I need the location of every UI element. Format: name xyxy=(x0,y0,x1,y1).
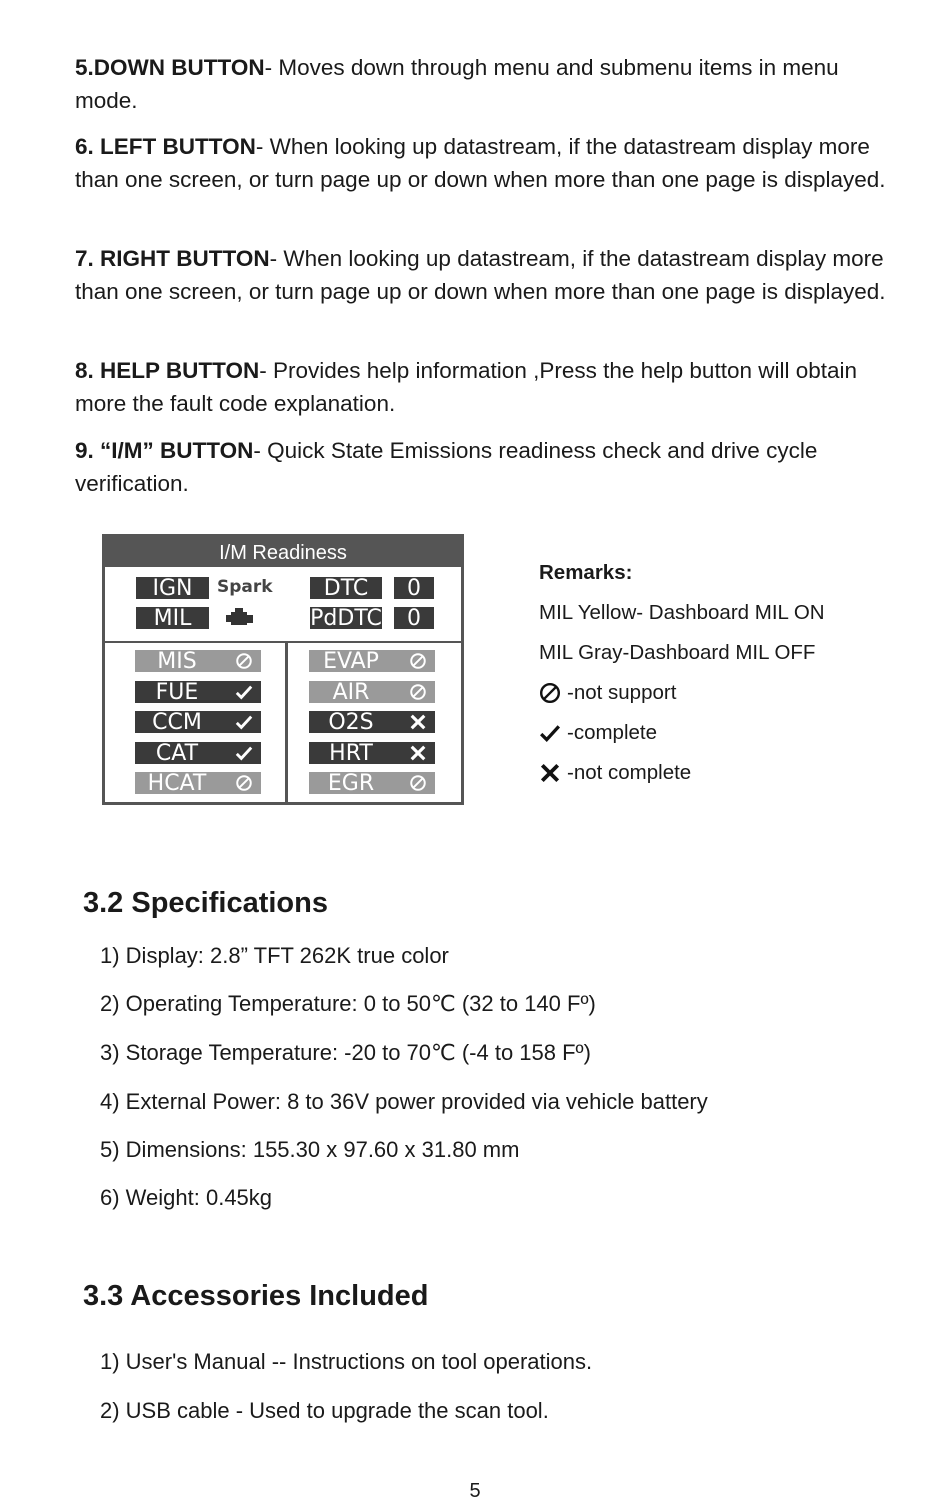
spec-item: 3) Storage Temperature: -20 to 70℃ (-4 to 158 Fº) xyxy=(100,1040,591,1065)
mil-label: MIL xyxy=(136,607,209,629)
remarks-mil-yellow: MIL Yellow- Dashboard MIL ON xyxy=(539,601,825,624)
remarks-not-complete xyxy=(539,753,825,793)
remarks-title: Remarks: xyxy=(539,561,633,584)
cross-icon xyxy=(409,713,427,731)
help-button-label: 8. HELP BUTTON xyxy=(75,358,260,383)
checkmark-icon xyxy=(235,713,253,731)
checkmark-icon xyxy=(235,683,253,701)
complete-text: -complete xyxy=(567,721,658,744)
monitor-o2s xyxy=(309,711,435,733)
spec-item: 5) Dimensions: 155.30 x 97.60 x 31.80 mm xyxy=(100,1137,520,1162)
down-button-text: - Moves down through menu and submenu items in menu mode. xyxy=(75,55,839,113)
page-number: 5 xyxy=(469,1480,481,1502)
monitor-name: FUE xyxy=(155,679,199,705)
specifications-heading: 3.2 Specifications xyxy=(83,887,328,919)
dtc-label: DTC xyxy=(310,577,382,599)
monitor-name: CCM xyxy=(152,710,202,735)
left-button-text: - When looking up datastream, if the datastream display more than one screen, or turn page up or down when more than one page is displayed. xyxy=(75,134,886,192)
monitor-name: EVAP xyxy=(323,649,379,674)
down-button-description xyxy=(75,51,905,117)
im-button-text: - Quick State Emissions readiness check and drive cycle verification. xyxy=(75,438,818,496)
right-button-label: 7. RIGHT BUTTON xyxy=(75,246,270,271)
monitor-cat xyxy=(135,742,261,764)
not-support-text: -not support xyxy=(567,681,677,704)
engine-icon xyxy=(225,607,255,629)
monitor-ccm xyxy=(135,711,261,733)
down-button-label: 5.DOWN BUTTON xyxy=(75,55,265,80)
left-button-label: 6. LEFT BUTTON xyxy=(75,134,256,159)
not-support-icon xyxy=(235,774,253,792)
im-button-label: 9. “I/M” BUTTON xyxy=(75,438,254,463)
im-button-description xyxy=(75,434,905,500)
accessory-item: 1) User's Manual -- Instructions on tool operations. xyxy=(100,1349,593,1374)
monitor-hcat xyxy=(135,772,261,794)
monitor-name: HCAT xyxy=(147,771,207,796)
not-support-icon xyxy=(409,652,427,670)
left-button-description xyxy=(75,130,905,196)
monitor-egr xyxy=(309,772,435,794)
checkmark-icon xyxy=(235,744,253,762)
checkmark-icon xyxy=(539,722,561,744)
cross-icon xyxy=(539,762,561,784)
im-readiness-screen xyxy=(102,534,464,805)
dtc-value: 0 xyxy=(394,577,434,599)
spec-item: 4) External Power: 8 to 36V power provided via vehicle battery xyxy=(100,1089,708,1114)
accessory-item: 2) USB cable - Used to upgrade the scan tool. xyxy=(100,1398,549,1423)
spec-item: 6) Weight: 0.45kg xyxy=(100,1185,273,1210)
spec-item: 1) Display: 2.8” TFT 262K true color xyxy=(100,943,449,968)
ign-label: IGN xyxy=(136,577,209,599)
accessories-heading: 3.3 Accessories Included xyxy=(83,1280,429,1312)
cross-icon xyxy=(409,744,427,762)
not-support-icon xyxy=(539,682,561,704)
help-button-text: - Provides help information ,Press the help button will obtain more the fault code explanation. xyxy=(75,358,858,416)
not-support-icon xyxy=(235,652,253,670)
not-support-icon xyxy=(409,683,427,701)
monitor-name: O2S xyxy=(328,710,374,735)
pddtc-label: PdDTC xyxy=(310,606,382,631)
not-support-icon xyxy=(409,774,427,792)
screen-column-divider xyxy=(285,643,288,805)
remarks-not-support xyxy=(539,673,825,713)
monitor-name: CAT xyxy=(155,740,199,766)
monitor-air xyxy=(309,681,435,703)
monitor-evap xyxy=(309,650,435,672)
monitor-fue xyxy=(135,681,261,703)
right-button-text: - When looking up datastream, if the datastream display more than one screen, or turn page up or down when more than one page is displayed. xyxy=(75,246,886,304)
monitor-mis xyxy=(135,650,261,672)
screen-title: I/M Readiness xyxy=(105,537,461,567)
remarks-legend xyxy=(539,553,825,793)
remarks-mil-gray: MIL Gray-Dashboard MIL OFF xyxy=(539,641,816,664)
not-complete-text: -not complete xyxy=(567,761,692,784)
pddtc-value: 0 xyxy=(394,607,434,629)
spark-label: Spark xyxy=(217,577,273,597)
help-button-description xyxy=(75,354,905,420)
spec-item: 2) Operating Temperature: 0 to 50℃ (32 to 140 Fº) xyxy=(100,991,596,1016)
monitor-name: MIS xyxy=(157,649,197,674)
monitor-name: HRT xyxy=(329,740,373,766)
monitor-name: AIR xyxy=(332,679,370,705)
right-button-description xyxy=(75,242,905,308)
monitor-hrt xyxy=(309,742,435,764)
remarks-complete xyxy=(539,713,825,753)
monitor-name: EGR xyxy=(327,771,375,796)
